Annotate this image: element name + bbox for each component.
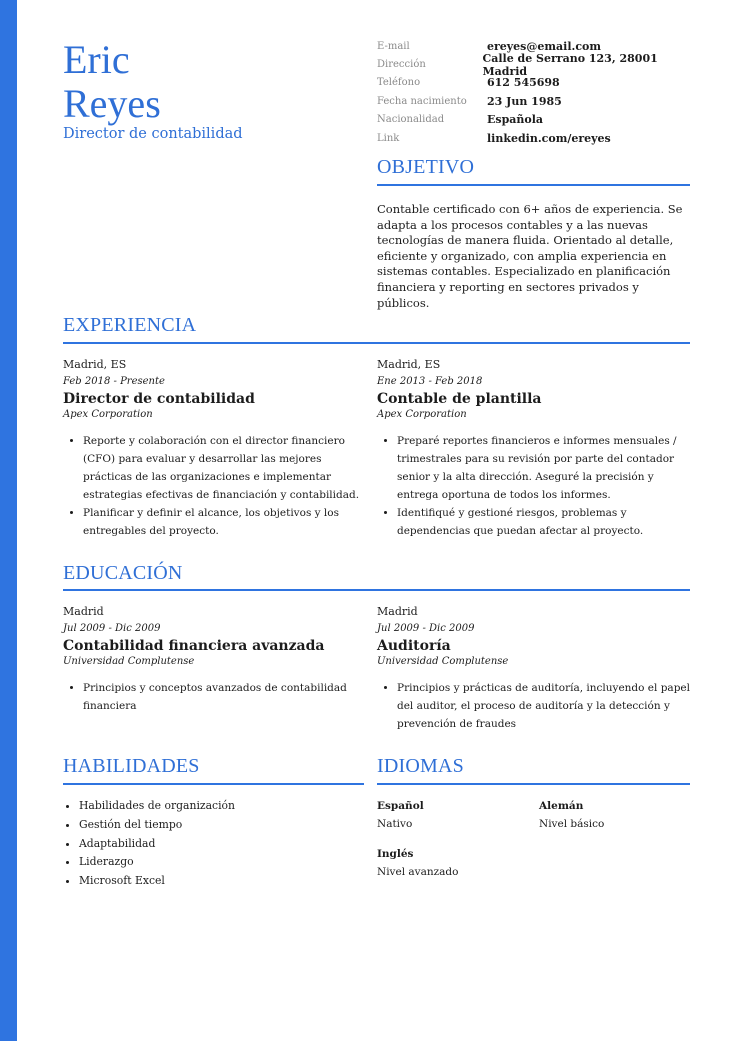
job-title: Director de contabilidad bbox=[63, 126, 243, 142]
section-title-experience: EXPERIENCIA bbox=[63, 314, 197, 336]
section-divider bbox=[63, 342, 690, 344]
list-item: • Principios y prácticas de auditoría, incluyendo el papel del auditor, el proceso de auditoría y la detección y prevención de fraudes bbox=[397, 679, 695, 733]
language-name: Inglés bbox=[377, 848, 414, 860]
entry-organization: Universidad Complutense bbox=[377, 656, 509, 667]
list-item: • Reporte y colaboración con el director financiero (CFO) para evaluar y desarrollar las mejores prácticas de las organizaciones e implementar estrategias efectivas de financiación y contabilidad. bbox=[83, 432, 363, 504]
language-name: Español bbox=[377, 800, 424, 812]
entry-dates: Ene 2013 - Feb 2018 bbox=[377, 376, 483, 387]
entry-bullets bbox=[377, 432, 695, 540]
list-item: • Microsoft Excel bbox=[79, 872, 353, 891]
language-level: Nivel avanzado bbox=[377, 866, 459, 878]
entry-organization: Universidad Complutense bbox=[63, 656, 195, 667]
list-item: • Planificar y definir el alcance, los objetivos y los entregables del proyecto. bbox=[83, 504, 363, 540]
linkedin-link[interactable]: linkedin.com/ereyes bbox=[487, 131, 611, 145]
entry-dates: Feb 2018 - Presente bbox=[63, 376, 165, 387]
contact-label: Link bbox=[377, 132, 400, 144]
email-value[interactable]: ereyes@email.com bbox=[487, 39, 602, 53]
section-title-languages: IDIOMAS bbox=[377, 755, 464, 777]
entry-title: Auditoría bbox=[377, 638, 451, 654]
list-item: • Principios y conceptos avanzados de contabilidad financiera bbox=[83, 679, 363, 715]
education-entry bbox=[377, 603, 695, 733]
list-item: • Gestión del tiempo bbox=[79, 816, 353, 835]
phone-value: 612 545698 bbox=[487, 76, 560, 90]
language-entry bbox=[539, 797, 689, 833]
entry-title: Contabilidad financiera avanzada bbox=[63, 638, 325, 654]
entry-dates: Jul 2009 - Dic 2009 bbox=[377, 623, 475, 634]
list-item: • Preparé reportes financieros e informes mensuales / trimestrales para su revisión por parte del contador senior y la alta dirección. Aseguré la precisión y entrega oportuna de todos los informes. bbox=[397, 432, 695, 504]
objective-text: Contable certificado con 6+ años de experiencia. Se adapta a los procesos contables y a las nuevas tecnologías de manera fluida. Orientado al detalle, eficiente y organizado, con amplia experiencia en sistemas contables. Especializado en planificación financiera y reporting en sectores privados y públicos. bbox=[377, 202, 683, 310]
language-level: Nativo bbox=[377, 818, 413, 830]
contact-row-link bbox=[377, 129, 697, 147]
entry-title: Contable de plantilla bbox=[377, 391, 542, 407]
language-level: Nivel básico bbox=[539, 818, 605, 830]
contact-details bbox=[377, 37, 697, 147]
entry-title: Director de contabilidad bbox=[63, 391, 255, 407]
contact-label: Dirección bbox=[377, 59, 426, 71]
contact-label: E-mail bbox=[377, 40, 410, 52]
last-name: Reyes bbox=[63, 81, 161, 126]
contact-row-birthdate bbox=[377, 92, 697, 110]
section-divider bbox=[63, 589, 690, 591]
skills-list bbox=[63, 797, 353, 891]
experience-entry bbox=[63, 356, 363, 540]
language-entry bbox=[377, 845, 527, 881]
contact-row-address bbox=[377, 51, 697, 78]
section-divider bbox=[377, 184, 690, 186]
candidate-name bbox=[63, 38, 343, 126]
first-name: Eric bbox=[63, 37, 130, 82]
contact-label: Fecha nacimiento bbox=[377, 95, 467, 107]
language-entry bbox=[377, 797, 527, 833]
entry-location: Madrid, ES bbox=[63, 358, 127, 371]
section-title-objective: OBJETIVO bbox=[377, 156, 475, 178]
entry-location: Madrid, ES bbox=[377, 358, 441, 371]
entry-bullets bbox=[377, 679, 695, 733]
language-name: Alemán bbox=[539, 800, 584, 812]
nationality-value: Española bbox=[487, 113, 544, 127]
birthdate-value: 23 Jun 1985 bbox=[487, 94, 562, 108]
entry-bullets bbox=[63, 679, 363, 715]
contact-row-nationality bbox=[377, 111, 697, 129]
list-item: • Habilidades de organización bbox=[79, 797, 353, 816]
entry-location: Madrid bbox=[63, 605, 104, 618]
entry-organization: Apex Corporation bbox=[377, 409, 467, 420]
list-item: • Identifiqué y gestioné riesgos, problemas y dependencias que puedan afectar al proyecto. bbox=[397, 504, 695, 540]
contact-label: Nacionalidad bbox=[377, 114, 445, 126]
address-value: Calle de Serrano 123, 28001 Madrid bbox=[482, 51, 658, 78]
section-divider bbox=[63, 783, 364, 785]
entry-organization: Apex Corporation bbox=[63, 409, 153, 420]
section-title-skills: HABILIDADES bbox=[63, 755, 200, 777]
experience-entry bbox=[377, 356, 695, 540]
entry-bullets bbox=[63, 432, 363, 540]
contact-label: Teléfono bbox=[377, 77, 421, 89]
list-item: • Adaptabilidad bbox=[79, 835, 353, 854]
list-item: • Liderazgo bbox=[79, 853, 353, 872]
accent-side-bar bbox=[0, 0, 17, 1041]
entry-location: Madrid bbox=[377, 605, 418, 618]
section-divider bbox=[377, 783, 690, 785]
entry-dates: Jul 2009 - Dic 2009 bbox=[63, 623, 161, 634]
section-title-education: EDUCACIÓN bbox=[63, 562, 183, 584]
education-entry bbox=[63, 603, 363, 715]
